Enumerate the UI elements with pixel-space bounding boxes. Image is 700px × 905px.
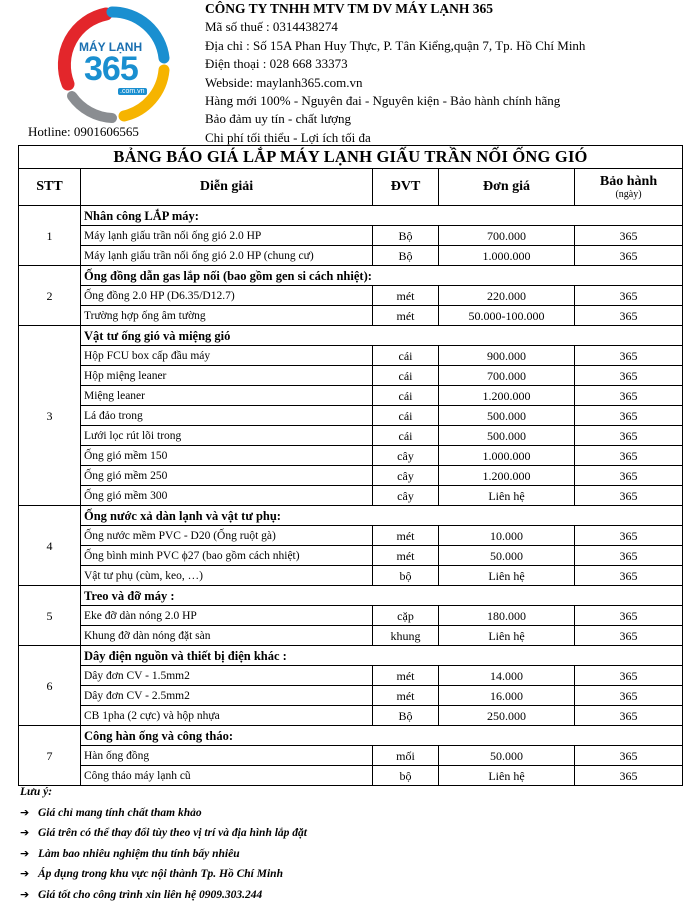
item-unit: cây: [373, 466, 439, 486]
arrow-right-icon: ➔: [20, 844, 38, 865]
header-desc: Diễn giải: [81, 169, 373, 206]
item-price: 1.000.000: [439, 246, 575, 266]
table-row: [19, 486, 683, 506]
item-unit: Bộ: [373, 246, 439, 266]
item-warranty: 365: [575, 246, 683, 266]
table-row: [19, 306, 683, 326]
slogan-line-3: Chi phí tối thiểu - Lợi ích tối đa: [205, 129, 585, 147]
table-body: [19, 206, 683, 786]
item-unit: cặp: [373, 606, 439, 626]
item-unit: cái: [373, 406, 439, 426]
item-warranty: 365: [575, 746, 683, 766]
group-stt: 5: [19, 586, 81, 646]
group-header-row: [19, 326, 683, 346]
item-price: Liên hệ: [439, 566, 575, 586]
item-price: 14.000: [439, 666, 575, 686]
item-unit: mối: [373, 746, 439, 766]
item-warranty: 365: [575, 386, 683, 406]
item-price: 220.000: [439, 286, 575, 306]
item-unit: mét: [373, 666, 439, 686]
note-item: [20, 885, 307, 905]
item-warranty: 365: [575, 426, 683, 446]
item-price: 16.000: [439, 686, 575, 706]
item-warranty: 365: [575, 306, 683, 326]
item-unit: Bộ: [373, 706, 439, 726]
table-row: [19, 386, 683, 406]
item-warranty: 365: [575, 566, 683, 586]
notes-lead: Lưu ý:: [20, 782, 307, 803]
item-description: Hàn ống đồng: [81, 746, 373, 766]
item-price: 250.000: [439, 706, 575, 726]
item-price: 1.000.000: [439, 446, 575, 466]
header-warranty: [575, 169, 683, 206]
item-description: Lá đảo trong: [81, 406, 373, 426]
item-warranty: 365: [575, 446, 683, 466]
group-title: Nhân công LẮP máy:: [81, 206, 683, 226]
item-description: Ống gió mềm 150: [81, 446, 373, 466]
note-item: [20, 844, 307, 865]
group-stt: 2: [19, 266, 81, 326]
item-price: 50.000: [439, 546, 575, 566]
price-table: [18, 145, 683, 786]
item-description: Dây đơn CV - 2.5mm2: [81, 686, 373, 706]
item-description: Vật tư phụ (cùm, keo, …): [81, 566, 373, 586]
item-warranty: 365: [575, 526, 683, 546]
table-row: [19, 626, 683, 646]
arrow-right-icon: ➔: [20, 864, 38, 885]
item-price: 900.000: [439, 346, 575, 366]
item-price: 50.000-100.000: [439, 306, 575, 326]
arrow-right-icon: ➔: [20, 803, 38, 824]
item-warranty: 365: [575, 706, 683, 726]
item-unit: cái: [373, 346, 439, 366]
item-warranty: 365: [575, 546, 683, 566]
notes-section: [20, 782, 307, 905]
item-unit: mét: [373, 306, 439, 326]
company-info: [205, 0, 585, 147]
note-item: [20, 803, 307, 824]
header-warranty-label: Bảo hành: [600, 174, 657, 189]
item-description: Ống gió mềm 250: [81, 466, 373, 486]
item-warranty: 365: [575, 686, 683, 706]
table-row: [19, 566, 683, 586]
group-title: Dây điện nguồn và thiết bị điện khác :: [81, 646, 683, 666]
item-price: 180.000: [439, 606, 575, 626]
item-price: 10.000: [439, 526, 575, 546]
item-warranty: 365: [575, 366, 683, 386]
item-unit: mét: [373, 546, 439, 566]
item-description: Eke đỡ dàn nóng 2.0 HP: [81, 606, 373, 626]
item-description: Ống nước mềm PVC - D20 (Ống ruột gà): [81, 526, 373, 546]
table-row: [19, 746, 683, 766]
item-price: 1.200.000: [439, 386, 575, 406]
group-title: Vật tư ống gió và miệng gió: [81, 326, 683, 346]
item-price: 500.000: [439, 406, 575, 426]
logo-text-number: 365: [84, 50, 138, 89]
header-unit: ĐVT: [373, 169, 439, 206]
item-price: Liên hệ: [439, 626, 575, 646]
table-row: [19, 546, 683, 566]
note-text: Làm bao nhiêu nghiệm thu tính bấy nhiêu: [38, 848, 240, 860]
group-title: Ống đồng dẫn gas lắp nối (bao gồm gen si cách nhiệt):: [81, 266, 683, 286]
table-title: BẢNG BÁO GIÁ LẮP MÁY LẠNH GIẤU TRẦN NỐI ỐNG GIÓ: [19, 146, 683, 169]
item-unit: cây: [373, 486, 439, 506]
table-row: [19, 286, 683, 306]
group-header-row: [19, 506, 683, 526]
item-unit: mét: [373, 286, 439, 306]
item-price: 1.200.000: [439, 466, 575, 486]
company-logo: [46, 6, 176, 124]
group-header-row: [19, 586, 683, 606]
item-warranty: 365: [575, 286, 683, 306]
item-unit: mét: [373, 526, 439, 546]
table-row: [19, 426, 683, 446]
group-header-row: [19, 206, 683, 226]
item-warranty: 365: [575, 766, 683, 786]
note-text: Giá trên có thể thay đổi tùy theo vị trí và địa hình lắp đặt: [38, 827, 307, 839]
item-description: CB 1pha (2 cực) và hộp nhựa: [81, 706, 373, 726]
note-text: Giá chỉ mang tính chất tham khảo: [38, 807, 202, 819]
item-unit: cái: [373, 366, 439, 386]
note-item: [20, 864, 307, 885]
notes-list: [20, 803, 307, 905]
item-price: 700.000: [439, 226, 575, 246]
item-description: Trường hợp ống âm tường: [81, 306, 373, 326]
table-row: [19, 346, 683, 366]
logo-text-top: MÁY LẠNH: [79, 40, 142, 54]
item-description: Công tháo máy lạnh cũ: [81, 766, 373, 786]
item-unit: cái: [373, 386, 439, 406]
group-title: Treo và đỡ máy :: [81, 586, 683, 606]
group-header-row: [19, 726, 683, 746]
item-price: 500.000: [439, 426, 575, 446]
item-price: 50.000: [439, 746, 575, 766]
header-stt: STT: [19, 169, 81, 206]
table-row: [19, 706, 683, 726]
table-header-row: [19, 169, 683, 206]
note-text: Giá tốt cho công trình xin liên hệ 0909.303.244: [38, 889, 262, 901]
item-unit: cái: [373, 426, 439, 446]
item-description: Dây đơn CV - 1.5mm2: [81, 666, 373, 686]
table-row: [19, 366, 683, 386]
group-header-row: [19, 646, 683, 666]
item-unit: bộ: [373, 766, 439, 786]
item-description: Miệng leaner: [81, 386, 373, 406]
company-website: Webside: maylanh365.com.vn: [205, 74, 585, 92]
item-unit: cây: [373, 446, 439, 466]
header-price: Đơn giá: [439, 169, 575, 206]
company-address: Địa chỉ : Số 15A Phan Huy Thực, P. Tân Kiểng,quận 7, Tp. Hồ Chí Minh: [205, 37, 585, 55]
item-description: Máy lạnh giấu trần nối ống gió 2.0 HP: [81, 226, 373, 246]
item-description: Máy lạnh giấu trần nối ống gió 2.0 HP (chung cư): [81, 246, 373, 266]
table-title-row: [19, 146, 683, 169]
item-warranty: 365: [575, 626, 683, 646]
item-warranty: 365: [575, 666, 683, 686]
item-warranty: 365: [575, 226, 683, 246]
group-title: Công hàn ống và công tháo:: [81, 726, 683, 746]
item-description: Khung đỡ dàn nóng đặt sàn: [81, 626, 373, 646]
item-description: Lưới lọc rút lõi trong: [81, 426, 373, 446]
header: [0, 0, 700, 140]
item-unit: mét: [373, 686, 439, 706]
logo-text-domain: .com.vn: [118, 88, 147, 95]
group-stt: 7: [19, 726, 81, 786]
hotline: Hotline: 0901606565: [28, 124, 139, 140]
arrow-right-icon: ➔: [20, 823, 38, 844]
table-row: [19, 526, 683, 546]
item-description: Ống bình minh PVC ϕ27 (bao gồm cách nhiệt): [81, 546, 373, 566]
tax-code: Mã số thuế : 0314438274: [205, 18, 585, 36]
table-row: [19, 466, 683, 486]
company-phone: Điện thoại : 028 668 33373: [205, 55, 585, 73]
item-warranty: 365: [575, 406, 683, 426]
group-stt: 3: [19, 326, 81, 506]
table-row: [19, 406, 683, 426]
slogan-line-1: Hàng mới 100% - Nguyên đai - Nguyên kiện - Bảo hành chính hãng: [205, 92, 585, 110]
item-price: Liên hệ: [439, 766, 575, 786]
group-stt: 1: [19, 206, 81, 266]
group-header-row: [19, 266, 683, 286]
item-price: Liên hệ: [439, 486, 575, 506]
item-warranty: 365: [575, 486, 683, 506]
header-warranty-sub: (ngày): [578, 189, 679, 200]
table-row: [19, 686, 683, 706]
item-description: Hộp FCU box cấp đầu máy: [81, 346, 373, 366]
arrow-right-icon: ➔: [20, 885, 38, 905]
item-unit: khung: [373, 626, 439, 646]
item-warranty: 365: [575, 606, 683, 626]
slogan-line-2: Bảo đảm uy tín - chất lượng: [205, 110, 585, 128]
group-title: Ống nước xả dàn lạnh và vật tư phụ:: [81, 506, 683, 526]
note-item: [20, 823, 307, 844]
group-stt: 4: [19, 506, 81, 586]
table-row: [19, 226, 683, 246]
item-price: 700.000: [439, 366, 575, 386]
table-row: [19, 666, 683, 686]
item-warranty: 365: [575, 346, 683, 366]
table-row: [19, 606, 683, 626]
item-description: Ống gió mềm 300: [81, 486, 373, 506]
item-description: Ống đồng 2.0 HP (D6.35/D12.7): [81, 286, 373, 306]
table-row: [19, 246, 683, 266]
note-text: Áp dụng trong khu vực nội thành Tp. Hồ Chí Minh: [38, 868, 283, 880]
item-description: Hộp miệng leaner: [81, 366, 373, 386]
item-unit: Bộ: [373, 226, 439, 246]
item-unit: bộ: [373, 566, 439, 586]
company-name: CÔNG TY TNHH MTV TM DV MÁY LẠNH 365: [205, 0, 585, 18]
group-stt: 6: [19, 646, 81, 726]
table-row: [19, 446, 683, 466]
item-warranty: 365: [575, 466, 683, 486]
